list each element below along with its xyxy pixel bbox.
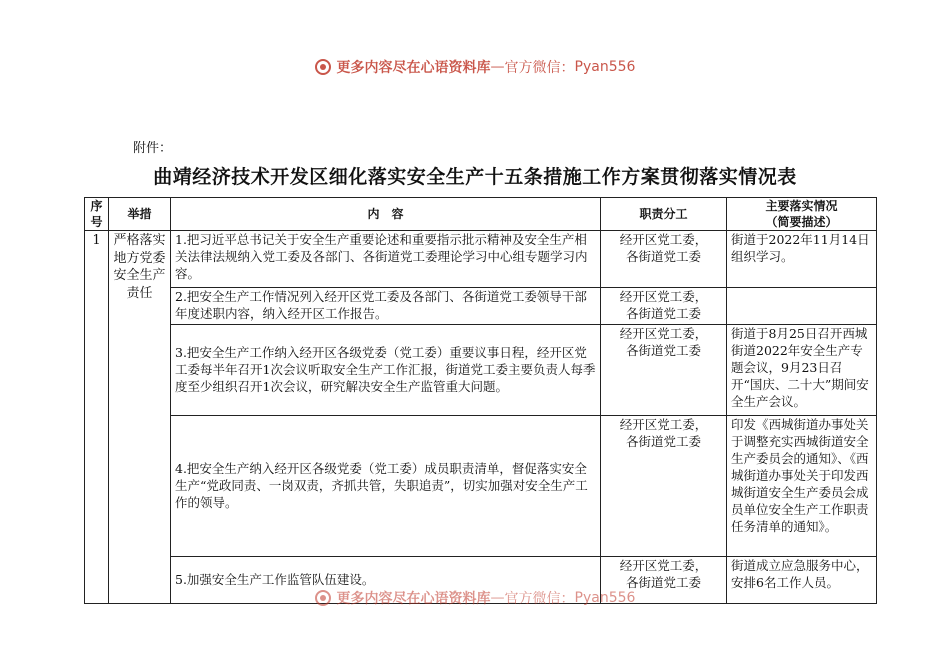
duty-line: 各街道党工委 <box>625 575 701 591</box>
watermark-id: Pyan556 <box>574 59 636 75</box>
duty-line: 各街道党工委 <box>625 306 701 322</box>
table-row <box>85 325 877 416</box>
row-duty <box>601 416 727 557</box>
table-header-row <box>85 198 877 231</box>
document-title: 曲靖经济技术开发区细化落实安全生产十五条措施工作方案贯彻落实情况表 <box>153 166 797 188</box>
duty-line: 各街道党工委 <box>625 343 701 359</box>
duty-line: 经开区党工委， <box>619 289 708 305</box>
duty-line: 各街道党工委 <box>625 434 701 450</box>
table-row <box>85 231 877 288</box>
row-duty <box>601 288 727 325</box>
duty-line: 经开区党工委， <box>619 232 708 248</box>
row-content: 1.把习近平总书记关于安全生产重要论述和重要指示批示精神及安全生产相关法律法规纳入党工委及各部门、各街道党工委理论学习中心组专题学习内容。 <box>171 231 601 288</box>
duty-line: 经开区党工委， <box>619 558 708 574</box>
header-status-line2: （简要描述） <box>765 215 838 230</box>
row-status: 街道成立应急服务中心，安排6名工作人员。 <box>727 557 877 604</box>
row-status: 街道于8月25日召开西城街道2022年安全生产专题会议，9月23日召开“国庆、二十大”期间安全生产会议。 <box>727 325 877 416</box>
group-measure: 严格落实地方党委安全生产责任 <box>109 231 171 604</box>
row-status <box>727 288 877 325</box>
duty-line: 经开区党工委， <box>619 417 708 433</box>
header-status-line1: 主要落实情况 <box>765 199 838 213</box>
row-content: 3.把安全生产工作纳入经开区各级党委（党工委）重要议事日程，经开区党工委每半年召开1次会议听取安全生产工作汇报，街道党工委主要负责人每季度至少组织召开1次会议，研究解决安全生产监管重大问题。 <box>171 325 601 416</box>
duty-line: 经开区党工委， <box>619 326 708 342</box>
row-status: 印发《西城街道办事处关于调整充实西城街道安全生产委员会的通知》、《西城街道办事处关于印发西城街道安全生产委员会成员单位安全生产工作职责任务清单的通知》。 <box>727 416 877 557</box>
watermark-official-label: 官方微信： <box>504 591 575 607</box>
header-measure: 举措 <box>109 198 171 231</box>
heart-circle-logo-icon <box>315 590 331 606</box>
table-row <box>85 288 877 325</box>
watermark-official-label: 官方微信： <box>504 60 575 76</box>
attachment-label: 附件： <box>133 141 173 156</box>
row-content: 4.把安全生产纳入经开区各级党委（党工委）成员职责清单，督促落实安全生产“党政同责、一岗双责，齐抓共管，失职追责”，切实加强对安全生产工作的领导。 <box>171 416 601 557</box>
row-content: 2.把安全生产工作情况列入经开区党工委及各部门、各街道党工委领导干部年度述职内容，纳入经开区工作报告。 <box>171 288 601 325</box>
group-number: 1 <box>85 231 109 604</box>
watermark-separator: — <box>490 59 505 75</box>
watermark-bottom <box>0 588 950 608</box>
header-duty: 职责分工 <box>601 198 727 231</box>
implementation-table <box>84 197 877 604</box>
row-status: 街道于2022年11月14日组织学习。 <box>727 231 877 288</box>
table-row <box>85 416 877 557</box>
watermark-text: 更多内容尽在心语资料库 <box>336 591 491 607</box>
heart-circle-logo-icon <box>315 59 331 75</box>
duty-line: 各街道党工委 <box>625 249 701 265</box>
row-content: 5.加强安全生产工作监管队伍建设。 <box>171 557 601 604</box>
header-content: 内 容 <box>171 198 601 231</box>
header-status <box>727 198 877 231</box>
row-duty <box>601 325 727 416</box>
watermark-separator: — <box>490 590 505 606</box>
header-no: 序号 <box>85 198 109 231</box>
watermark-id: Pyan556 <box>574 590 636 606</box>
watermark-text: 更多内容尽在心语资料库 <box>336 60 491 76</box>
row-duty <box>601 231 727 288</box>
watermark-top <box>0 57 950 77</box>
